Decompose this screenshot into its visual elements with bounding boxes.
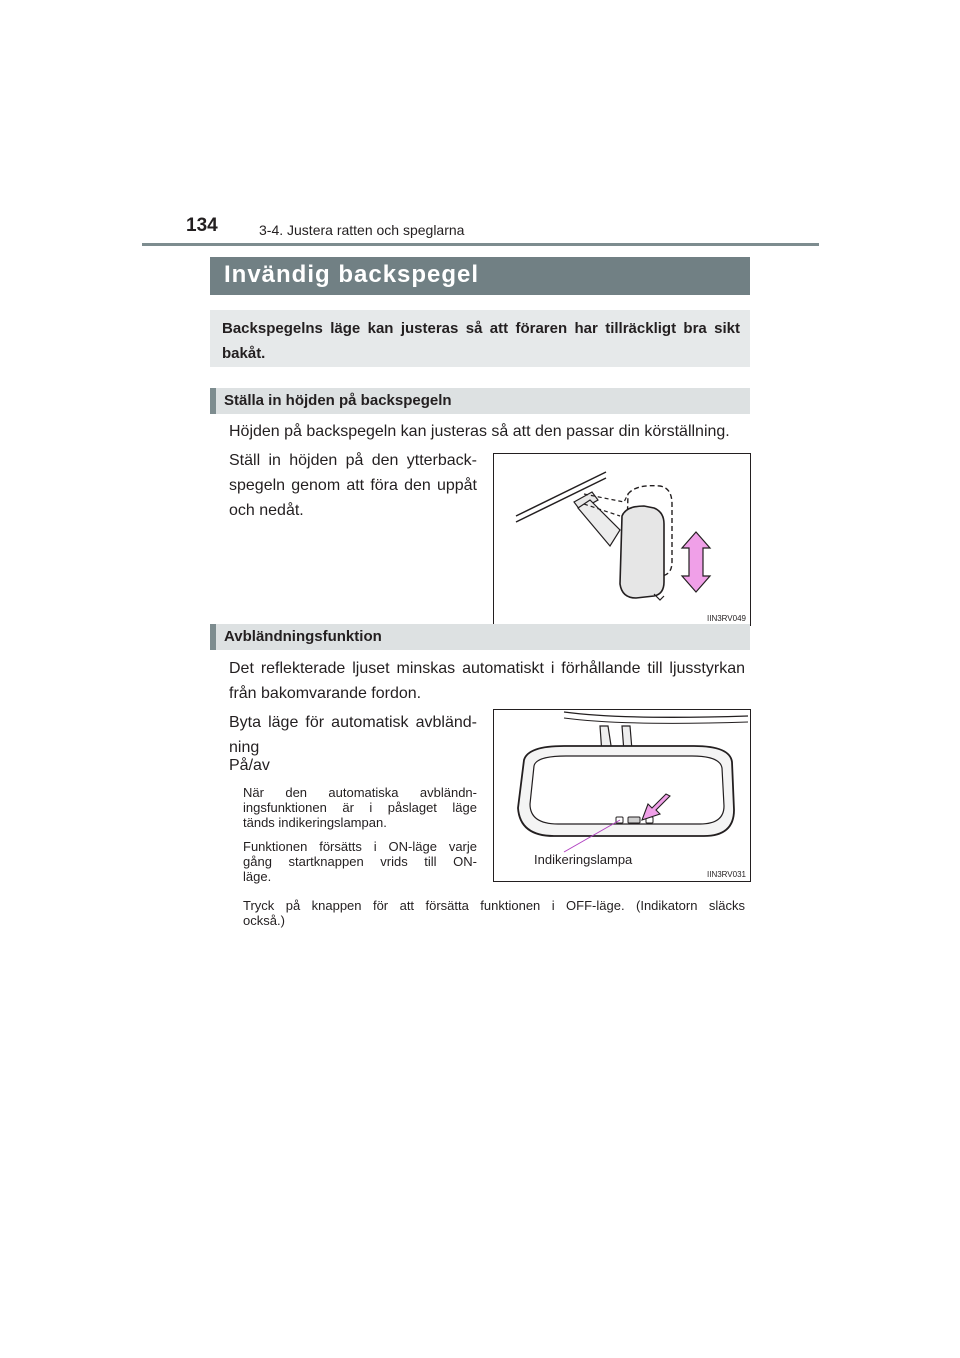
- note-line: När den automatiska avbländn-: [243, 785, 477, 800]
- note-line: Tryck på knappen för att försätta funktionen i OFF-läge. (Indikatorn släcks: [243, 898, 745, 913]
- mirror-height-illustration: [494, 454, 750, 625]
- section-heading-label: Ställa in höjden på backspegeln: [224, 392, 452, 409]
- section-reference: 3-4. Justera ratten och speglarna: [259, 222, 465, 238]
- page-number: 134: [186, 215, 218, 236]
- mode-line: ning: [229, 739, 260, 756]
- note-line: tänds indikeringslampan.: [243, 815, 387, 830]
- description-line: från bakomvarande fordon.: [229, 685, 422, 702]
- section-heading-dimming: [210, 624, 750, 650]
- figure-code: IIN3RV049: [707, 614, 746, 623]
- page-title: Invändig backspegel: [224, 261, 480, 288]
- auto-dimming-figure: [493, 709, 751, 882]
- intro-box: [210, 310, 750, 367]
- height-description: Höjden på backspegeln kan justeras så att den passar din körställning.: [229, 423, 730, 440]
- page-title-bar: [210, 257, 750, 295]
- figure-code: IIN3RV031: [707, 870, 746, 879]
- description-line: Det reflekterade ljuset minskas automatiskt i förhållande till ljusstyrkan: [229, 660, 745, 677]
- mode-line: Byta läge för automatisk avbländ-: [229, 714, 477, 731]
- section-heading-height: [210, 388, 750, 414]
- section-heading-label: Avbländningsfunktion: [224, 628, 382, 645]
- note-on-mode: [243, 839, 477, 884]
- instruction-line: och nedåt.: [229, 502, 304, 519]
- intro-text: Backspegelns läge kan justeras så att föraren har tillräckligt bra sikt bakåt.: [222, 320, 740, 362]
- note-line: ingsfunktionen är i påslaget läge: [243, 800, 477, 815]
- on-off-label: På/av: [229, 757, 270, 774]
- dimming-description: [229, 656, 745, 706]
- note-line: också.): [243, 913, 285, 928]
- heading-accent: [210, 624, 216, 650]
- note-line: läge.: [243, 869, 272, 884]
- note-off-mode: [243, 898, 745, 928]
- height-instruction: [229, 448, 477, 523]
- instruction-line: Ställ in höjden på den ytterback-: [229, 452, 477, 469]
- header-divider: [142, 243, 819, 246]
- note-line: gång startknappen vrids till ON-: [243, 854, 477, 869]
- instruction-line: spegeln genom att föra den uppåt: [229, 477, 477, 494]
- indicator-lamp-label: Indikeringslampa: [534, 852, 633, 867]
- mirror-height-figure: [493, 453, 751, 626]
- note-indicator: [243, 785, 477, 830]
- note-line: Funktionen försätts i ON-läge varje: [243, 839, 477, 854]
- heading-accent: [210, 388, 216, 414]
